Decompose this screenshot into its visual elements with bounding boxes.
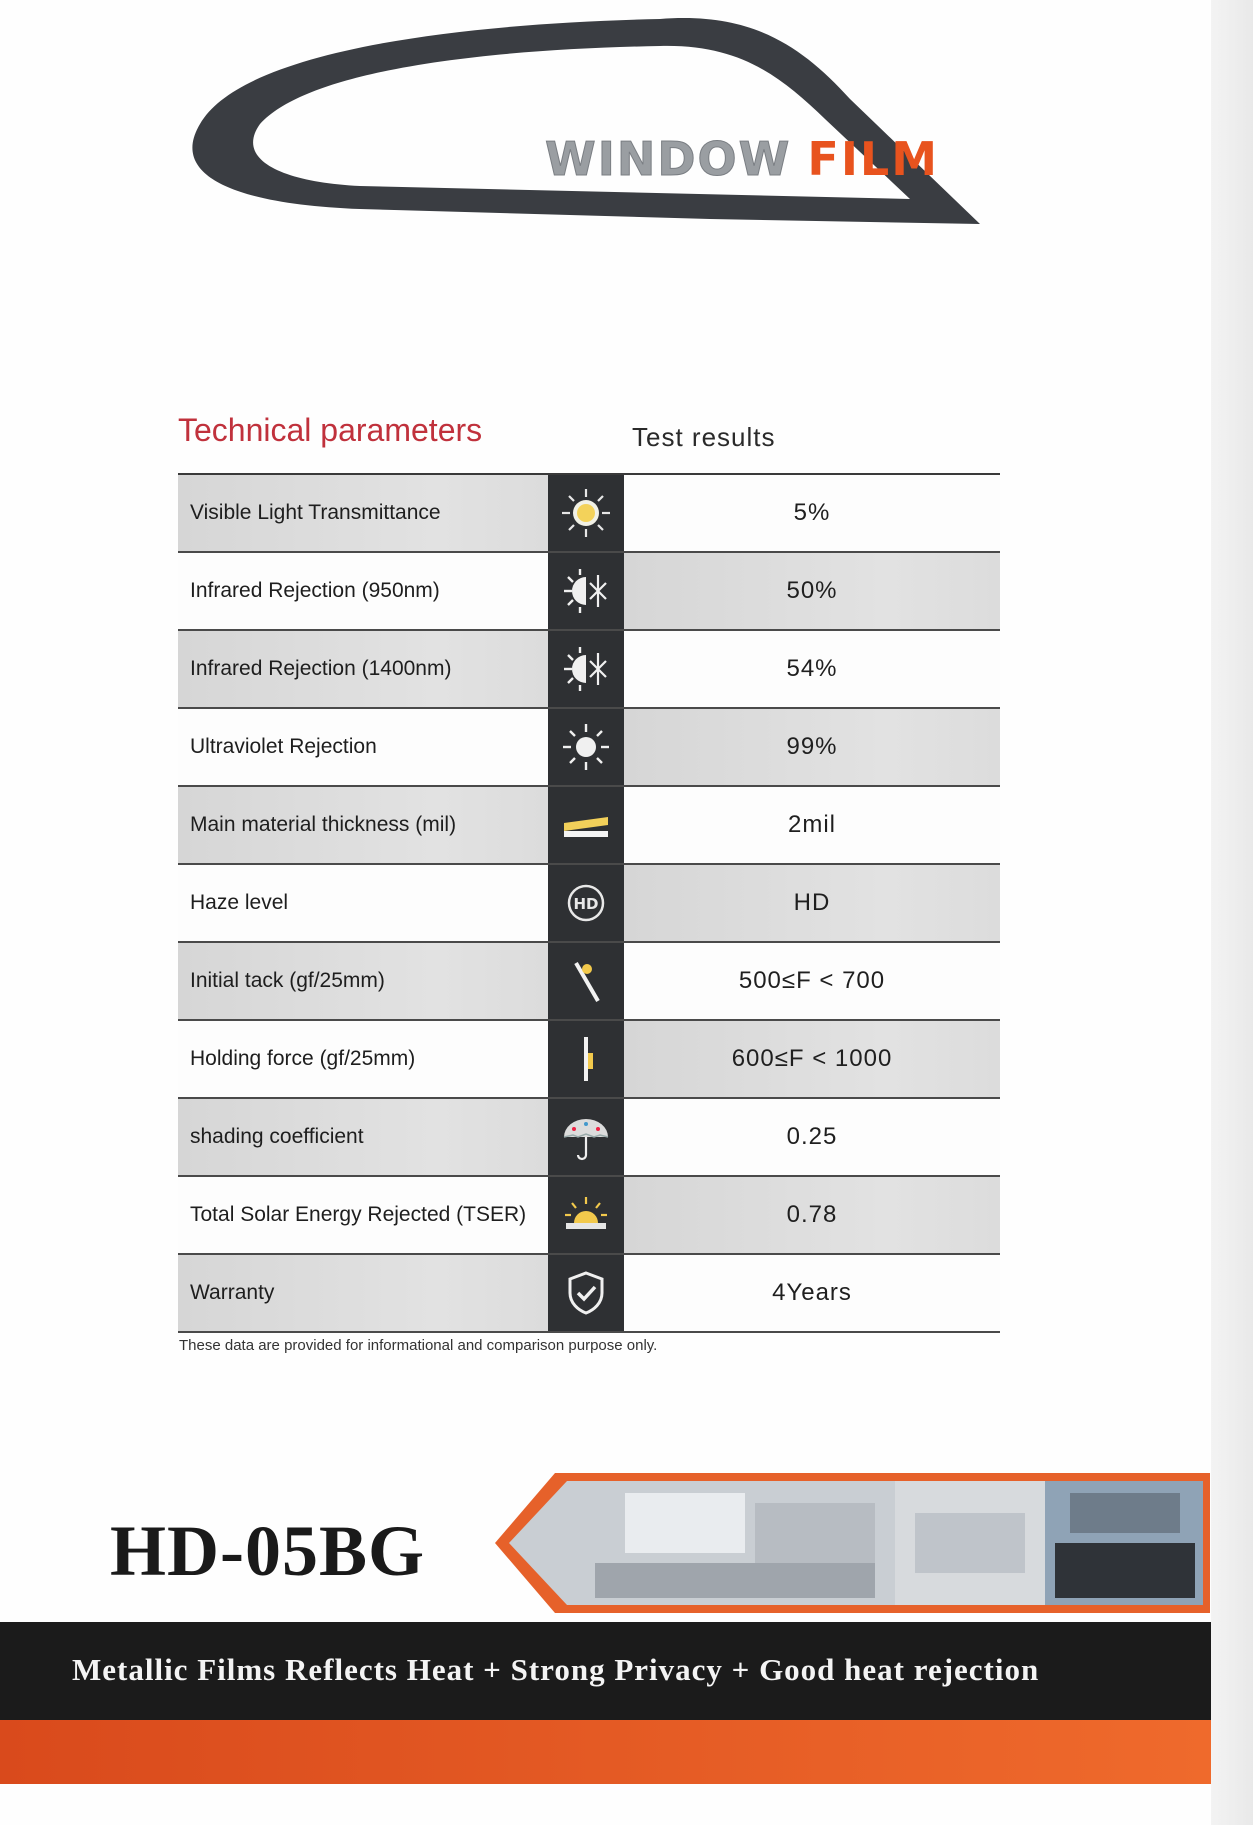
factory-photo-band [495,1473,1210,1613]
result-cell: 2mil [624,787,1000,863]
model-number: HD-05BG [110,1511,426,1591]
orange-footer-bar [0,1720,1211,1784]
table-row [178,865,1000,943]
table-row [178,787,1000,865]
result-cell: 0.78 [624,1177,1000,1253]
hd-icon [548,865,624,941]
logo-text [545,132,939,186]
parameter-cell: Ultraviolet Rejection [178,709,548,785]
parameter-cell: shading coefficient [178,1099,548,1175]
result-cell: 600≤F < 1000 [624,1021,1000,1097]
shield-check-icon [548,1255,624,1331]
spec-table [178,473,1000,1333]
sunset-icon [548,1177,624,1253]
table-row [178,475,1000,553]
sun-snowflake-icon [548,631,624,707]
sun-icon [548,475,624,551]
sun-rays-icon [548,709,624,785]
test-results-heading: Test results [632,422,776,452]
slogan-text: Metallic Films Reflects Heat + Strong Privacy + Good heat rejection [72,1652,1040,1687]
table-row [178,1177,1000,1255]
result-cell: 99% [624,709,1000,785]
parameter-cell: Warranty [178,1255,548,1331]
parameter-cell: Main material thickness (mil) [178,787,548,863]
result-cell: 54% [624,631,1000,707]
table-row [178,631,1000,709]
disclaimer-note: These data are provided for informational and comparison purpose only. [179,1337,658,1354]
parameter-cell: Holding force (gf/25mm) [178,1021,548,1097]
parameter-cell: Infrared Rejection (950nm) [178,553,548,629]
table-row [178,553,1000,631]
result-cell: HD [624,865,1000,941]
parameter-cell: Total Solar Energy Rejected (TSER) [178,1177,548,1253]
result-cell: 0.25 [624,1099,1000,1175]
result-cell: 50% [624,553,1000,629]
parameter-cell: Haze level [178,865,548,941]
film-layer-icon [548,787,624,863]
table-row [178,1255,1000,1333]
parameter-cell: Initial tack (gf/25mm) [178,943,548,1019]
table-row [178,943,1000,1021]
tack-icon [548,943,624,1019]
parameter-cell: Visible Light Transmittance [178,475,548,551]
table-row [178,1099,1000,1177]
table-row [178,709,1000,787]
umbrella-icon [548,1099,624,1175]
logo-word-film: FILM [807,132,940,186]
logo-word-window: WINDOW [545,132,792,186]
holding-force-icon [548,1021,624,1097]
table-row [178,1021,1000,1099]
parameter-cell: Infrared Rejection (1400nm) [178,631,548,707]
sun-snowflake-icon [548,553,624,629]
svg-text:HD: HD [573,895,599,913]
result-cell: 4Years [624,1255,1000,1331]
result-cell: 500≤F < 700 [624,943,1000,1019]
window-film-logo [190,14,990,254]
page-edge [1211,0,1253,1825]
technical-parameters-heading: Technical parameters [178,412,483,448]
result-cell: 5% [624,475,1000,551]
